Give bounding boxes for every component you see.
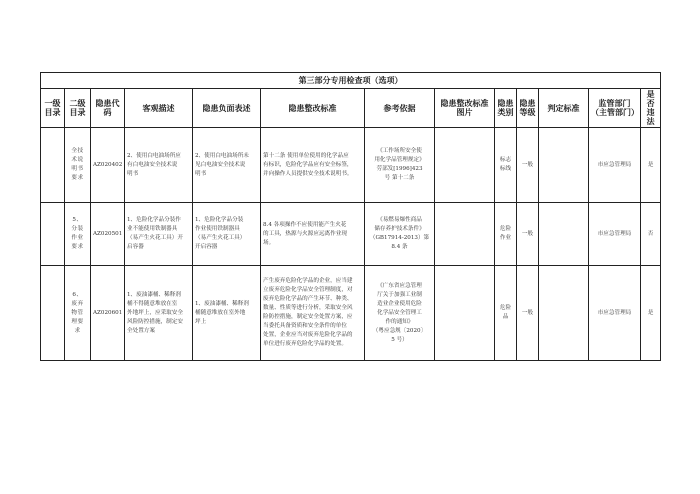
cell-standard: 8.4 各项操作不应使用能产生火花 的工具，热源与火源应远离作业现 场。 bbox=[261, 203, 365, 266]
cell-criterion bbox=[539, 266, 589, 361]
column-header: 参考依据 bbox=[365, 89, 435, 128]
cell-negative: 1、废油漆桶、稀释剂 桶随意堆放在室外地 坪上 bbox=[193, 266, 261, 361]
column-header: 隐患 类别 bbox=[495, 89, 517, 128]
cell-basis: 《易燃易爆性商品 储存养护技术条件》 （GB17914-2013）第 8.4 条 bbox=[365, 203, 435, 266]
column-header: 隐患负面表述 bbox=[193, 89, 261, 128]
column-header: 一级 目录 bbox=[41, 89, 65, 128]
column-header: 是否 违法 bbox=[641, 89, 661, 128]
cell-image bbox=[435, 128, 495, 203]
cell-standard: 第十二条 使用单位使用的化学品应 有标识，危险化学品应有安全标签， 并向操作人员提供安全技术说明书。 bbox=[261, 128, 365, 203]
cell-code: AZ020501 bbox=[91, 203, 125, 266]
cell-dept: 市应急管理局 bbox=[589, 128, 641, 203]
cell-image bbox=[435, 266, 495, 361]
cell-category: 标志 标线 bbox=[495, 128, 517, 203]
column-header: 隐患整改标准图片 bbox=[435, 89, 495, 128]
column-header: 隐患整改标准 bbox=[261, 89, 365, 128]
table-row bbox=[41, 266, 661, 361]
column-header: 监管部门 （主管部门） bbox=[589, 89, 641, 128]
table-row bbox=[41, 128, 661, 203]
cell-code: AZ020402 bbox=[91, 128, 125, 203]
cell-standard: 产生废弃危险化学品的企业，应当建 立废弃危险化学品安全管理制度，对 废弃危险化学品的产生环节、种类、 数量、性质等进行分析，采取安全风 险防控措施，制定安全处置方案，应 当委托具备资质和安全条件的单位 处置，企业应当对废弃危险化学品的 单位进行废弃危险化学品的处置。 bbox=[261, 266, 365, 361]
cell-level2: 5、 分装 作业 要求 bbox=[65, 203, 91, 266]
table-row bbox=[41, 203, 661, 266]
cell-level1 bbox=[41, 128, 65, 203]
cell-grade: 一般 bbox=[517, 203, 539, 266]
column-header: 判定标准 bbox=[539, 89, 589, 128]
cell-dept: 市应急管理局 bbox=[589, 203, 641, 266]
cell-objective: 1、废油漆桶、稀释剂 桶不得随意堆放在室 外地坪上，应采取安全 风险防控措施，制定安 全处置方案 bbox=[125, 266, 193, 361]
table-title: 第三部分专用检查项（选项） bbox=[41, 73, 661, 89]
cell-criterion bbox=[539, 128, 589, 203]
column-header: 隐患代 码 bbox=[91, 89, 125, 128]
header-row bbox=[41, 89, 661, 128]
column-header: 二级 目录 bbox=[65, 89, 91, 128]
cell-negative: 2、使用白电油场所未 见白电油安全技术说 明书 bbox=[193, 128, 261, 203]
cell-basis: 《广东省应急管理 厅关于加强工业制 造业企业使用危险 化学品安全管理工 作的通知》 （粤应急规〔2020〕 5 号） bbox=[365, 266, 435, 361]
column-header: 客观描述 bbox=[125, 89, 193, 128]
cell-level2: 6、 废弃 物管 理要 求 bbox=[65, 266, 91, 361]
cell-code: AZ020601 bbox=[91, 266, 125, 361]
cell-dept: 市应急管理局 bbox=[589, 266, 641, 361]
cell-grade: 一般 bbox=[517, 128, 539, 203]
column-header: 隐患 等级 bbox=[517, 89, 539, 128]
inspection-sheet bbox=[40, 72, 660, 361]
cell-illegal: 否 bbox=[641, 203, 661, 266]
cell-level2: 全技 术说 明书 要求 bbox=[65, 128, 91, 203]
cell-objective: 1、危险化学品分装作 业不能使用铁制器具 （易产生火花工具）开 启容器 bbox=[125, 203, 193, 266]
cell-grade: 一般 bbox=[517, 266, 539, 361]
inspection-table bbox=[40, 72, 661, 361]
cell-level1 bbox=[41, 203, 65, 266]
cell-category: 危险 作业 bbox=[495, 203, 517, 266]
cell-illegal: 是 bbox=[641, 128, 661, 203]
cell-criterion bbox=[539, 203, 589, 266]
cell-level1 bbox=[41, 266, 65, 361]
cell-illegal: 是 bbox=[641, 266, 661, 361]
cell-negative: 1、危险化学品分装 作业使用铁制器具 （易产生火花工具） 开启容器 bbox=[193, 203, 261, 266]
cell-objective: 2、使用白电油场所应 有白电油安全技术说 明书 bbox=[125, 128, 193, 203]
cell-basis: 《工作场所安全使 用化学品管理规定》 劳部发[1996]423 号 第十二条 bbox=[365, 128, 435, 203]
cell-image bbox=[435, 203, 495, 266]
cell-category: 危险 品 bbox=[495, 266, 517, 361]
